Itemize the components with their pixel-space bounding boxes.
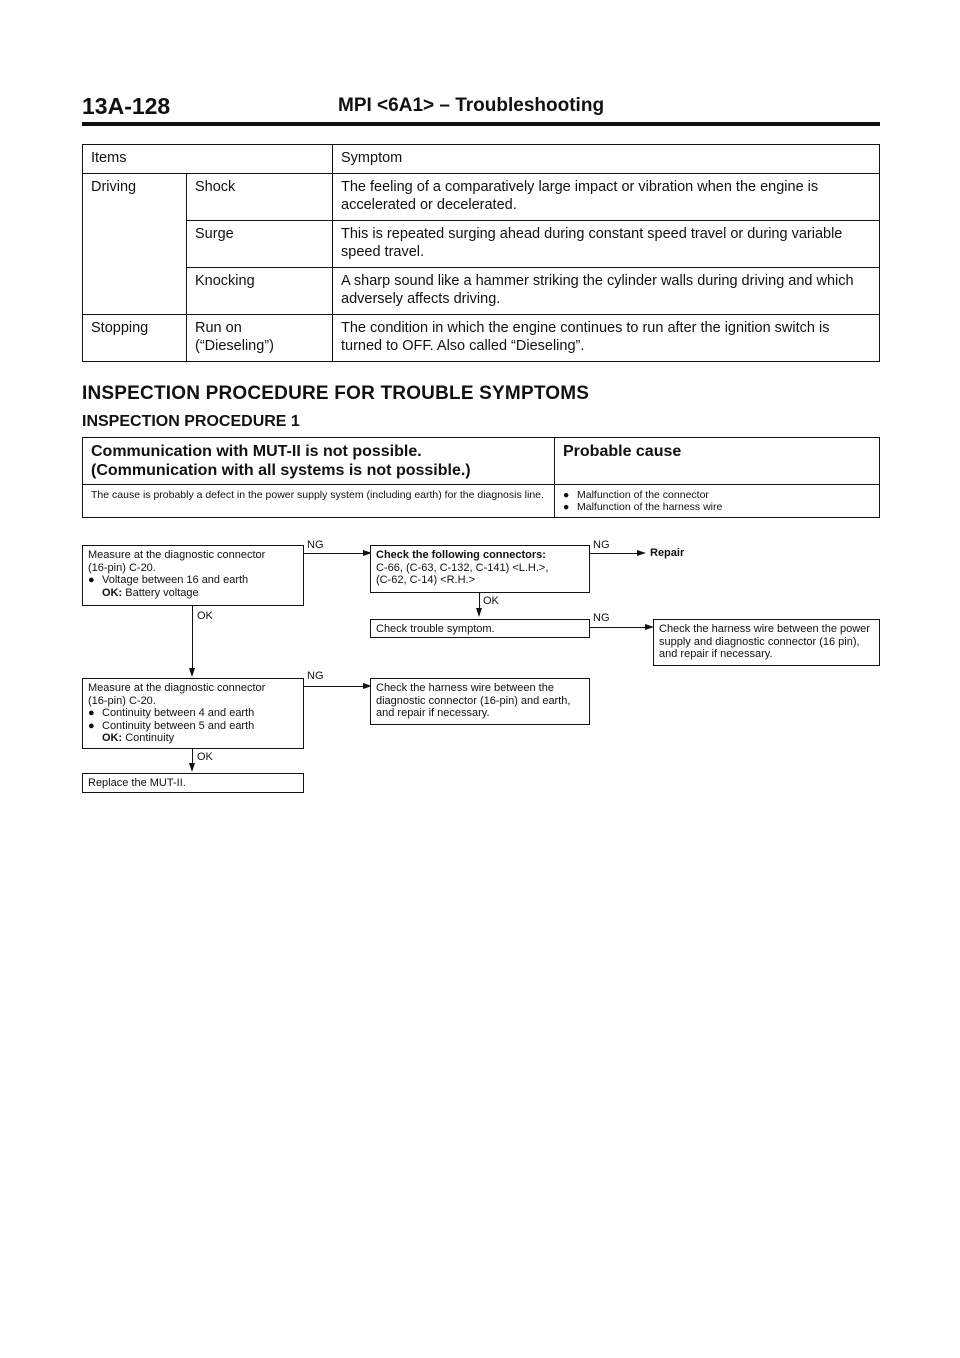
cause-description: The cause is probably a defect in the power supply system (including earth) for the diagnosis line.	[83, 485, 555, 518]
condition-line-1: Communication with MUT-II is not possible.	[91, 443, 422, 460]
procedure-condition	[83, 438, 555, 485]
bullet-icon: ●	[88, 707, 95, 719]
connector-line	[590, 553, 638, 554]
step-measure-continuity: Measure at the diagnostic connector (16-pin) C-20. ● Continuity between 4 and earth ● Continuity between 5 and earth OK: Continuity	[82, 678, 304, 749]
connector-line	[479, 593, 480, 609]
step-measure-voltage: Measure at the diagnostic connector (16-pin) C-20. ● Voltage between 16 and earth OK: Battery voltage	[82, 545, 304, 606]
section-heading: INSPECTION PROCEDURE FOR TROUBLE SYMPTOMS	[82, 383, 590, 404]
item-cell: Run on (“Dieseling”)	[187, 315, 333, 362]
group-cell: Stopping	[83, 315, 187, 362]
ng-label: NG	[307, 670, 324, 682]
step-check-connectors: Check the following connectors: C-66, (C-63, C-132, C-141) <L.H.>, (C-62, C-14) <R.H.>	[370, 545, 590, 593]
ok-label: OK	[197, 751, 213, 763]
item-cell: Shock	[187, 174, 333, 221]
connector-line	[590, 627, 646, 628]
symptom-cell: The feeling of a comparatively large impact or vibration when the engine is accelerated or decelerated.	[333, 174, 880, 221]
step-check-symptom: Check trouble symptom.	[370, 619, 590, 638]
ng-label: NG	[593, 539, 610, 551]
col-items-header: Items	[83, 145, 333, 174]
arrow-down-icon	[189, 763, 195, 772]
item-cell: Knocking	[187, 268, 333, 315]
header-rule	[82, 122, 880, 126]
bullet-icon: ●	[563, 501, 570, 513]
bullet-icon: ●	[563, 489, 570, 501]
page-number: 13A-128	[82, 93, 171, 119]
probable-cause-label: Probable cause	[555, 438, 880, 485]
step-check-harness-earth: Check the harness wire between the diagnostic connector (16-pin) and earth, and repair if necessary.	[370, 678, 590, 725]
symptom-table-header	[83, 145, 880, 174]
arrow-down-icon	[476, 608, 482, 617]
table-row	[83, 268, 880, 315]
step-replace-mut: Replace the MUT-II.	[82, 773, 304, 793]
connector-line	[192, 606, 193, 669]
group-cell: Driving	[83, 174, 187, 315]
cause-list	[555, 485, 880, 518]
symptom-cell: A sharp sound like a hammer striking the cylinder walls during driving and which adversely affects driving.	[333, 268, 880, 315]
ng-label: NG	[593, 612, 610, 624]
repair-label: Repair	[650, 547, 685, 559]
symptom-cell: This is repeated surging ahead during constant speed travel or during variable speed travel.	[333, 221, 880, 268]
arrow-right-icon	[637, 550, 646, 556]
col-symptom-header: Symptom	[333, 145, 880, 174]
table-row	[83, 315, 880, 362]
bullet-icon: ●	[88, 719, 95, 732]
connector-line	[304, 686, 364, 687]
ng-label: NG	[307, 539, 324, 551]
connector-line	[192, 749, 193, 764]
condition-line-2: (Communication with all systems is not possible.)	[91, 462, 471, 479]
table-row	[83, 174, 880, 221]
table-row	[83, 221, 880, 268]
ok-label: OK	[483, 595, 499, 607]
cause-table	[82, 437, 880, 518]
step-check-harness-power: Check the harness wire between the power supply and diagnostic connector (16 pin), and repair if necessary.	[653, 619, 880, 666]
item-cell: Surge	[187, 221, 333, 268]
page-title: MPI <6A1> – Troubleshooting	[338, 95, 605, 116]
symptom-table	[82, 144, 880, 362]
bullet-icon: ●	[88, 574, 95, 586]
arrow-down-icon	[189, 668, 195, 677]
list-item: ● Malfunction of the connector	[563, 489, 709, 501]
symptom-cell: The condition in which the engine continues to run after the ignition switch is turned to OFF. Also called “Dieseling”.	[333, 315, 880, 362]
connector-line	[304, 553, 364, 554]
ok-label: OK	[197, 610, 213, 622]
procedure-heading: INSPECTION PROCEDURE 1	[82, 413, 300, 430]
list-item: ● Malfunction of the harness wire	[563, 501, 723, 513]
